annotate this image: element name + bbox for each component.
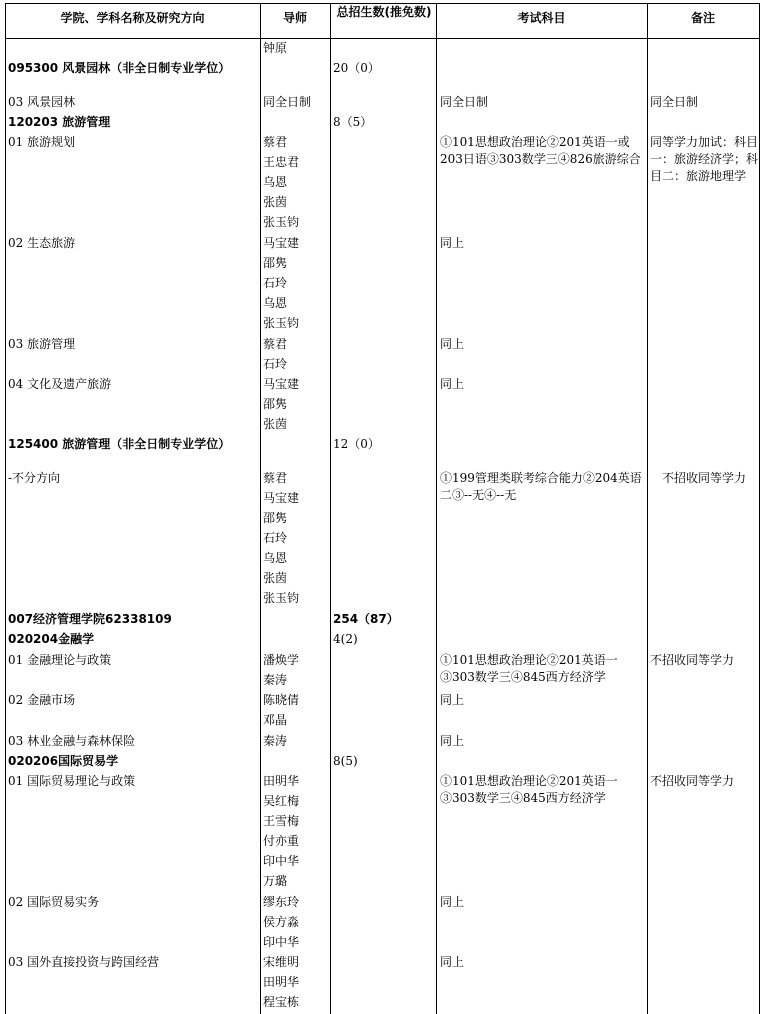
program-name: 03 国外直接投资与跨国经营	[8, 955, 160, 969]
advisor-name: 邵隽	[263, 511, 288, 525]
table-row	[0, 568, 763, 588]
program-name: 03 旅游管理	[8, 337, 76, 351]
table-row	[0, 212, 763, 232]
table-row	[0, 851, 763, 871]
advisor-name: 乌恩	[263, 551, 288, 565]
table-row	[0, 434, 763, 454]
advisor-name: 石玲	[263, 276, 288, 290]
table-row	[0, 831, 763, 851]
remark: 同全日制	[650, 95, 699, 109]
program-name: 01 金融理论与政策	[8, 653, 112, 667]
table-row	[0, 354, 763, 374]
program-name: 04 文化及遗产旅游	[8, 377, 112, 391]
table-row	[0, 972, 763, 992]
program-name: 03 风景园林	[8, 95, 76, 109]
remark: 同等学力加试：科目一：旅游经济学；科目二：旅游地理学	[650, 135, 759, 183]
remark: 不招收同等学力	[650, 653, 735, 667]
advisor-name: 侯方淼	[263, 915, 300, 929]
enrollment-count: 20（0）	[333, 61, 380, 75]
exam-subjects: 同上	[440, 895, 465, 909]
exam-subjects: 同上	[440, 236, 465, 250]
advisor-name: 张茵	[263, 571, 288, 585]
program-name: 125400 旅游管理（非全日制专业学位）	[8, 437, 231, 451]
advisor-name: 田明华	[263, 774, 300, 788]
advisor-name: 田明华	[263, 975, 300, 989]
table-row	[0, 172, 763, 192]
table-row	[0, 152, 763, 172]
advisor-name: 石玲	[263, 531, 288, 545]
advisor-name: 王雪梅	[263, 814, 300, 828]
table-row	[0, 952, 763, 972]
table-row	[0, 629, 763, 649]
advisor-name: 陈晓倩	[263, 693, 300, 707]
program-name: 02 生态旅游	[8, 236, 76, 250]
table-row	[0, 548, 763, 568]
exam-subjects: 同上	[440, 377, 465, 391]
advisor-name: 乌恩	[263, 175, 288, 189]
remark: 不招收同等学力	[661, 471, 746, 485]
table-row	[0, 253, 763, 273]
exam-subjects: ①199管理类联考综合能力②204英语二③--无④--无	[440, 471, 642, 502]
enrollment-count: 12（0）	[333, 437, 380, 451]
advisor-name: 马宝建	[263, 491, 300, 505]
advisor-name: 张茵	[263, 417, 288, 431]
table-row	[0, 58, 763, 78]
header-name: 学院、学科名称及研究方向	[60, 11, 205, 25]
advisor-name: 张玉钧	[263, 316, 300, 330]
advisor-name: 同全日制	[263, 95, 312, 109]
advisor-name: 秦涛	[263, 673, 288, 687]
table-row	[0, 488, 763, 508]
advisor-name: 蔡君	[263, 337, 288, 351]
advisor-name: 石玲	[263, 357, 288, 371]
table-row	[0, 394, 763, 414]
program-name: 01 旅游规划	[8, 135, 76, 149]
program-name: 02 金融市场	[8, 693, 76, 707]
table-row	[0, 313, 763, 333]
table-row	[0, 38, 763, 58]
advisor-name: 缪东玲	[263, 895, 300, 909]
table-row	[0, 710, 763, 730]
table-row	[0, 192, 763, 212]
advisor-name: 蔡君	[263, 135, 288, 149]
exam-subjects: 同上	[440, 693, 465, 707]
program-name: 095300 风景园林（非全日制专业学位）	[8, 61, 231, 75]
advisor-name: 张茵	[263, 195, 288, 209]
enrollment-count: 8(5)	[333, 754, 358, 768]
table-top-border	[5, 3, 759, 4]
enrollment-count: 254（87）	[333, 612, 399, 626]
table-row	[0, 992, 763, 1012]
advisor-name: 马宝建	[263, 377, 300, 391]
table-row	[0, 273, 763, 293]
advisor-name: 付亦重	[263, 834, 300, 848]
advisor-name: 印中华	[263, 935, 300, 949]
table-row	[0, 588, 763, 608]
table-row	[0, 374, 763, 394]
advisor-name: 张玉钧	[263, 591, 300, 605]
exam-subjects: 同上	[440, 734, 465, 748]
table-row	[0, 112, 763, 132]
table-row	[0, 751, 763, 771]
exam-subjects: 同上	[440, 337, 465, 351]
enrollment-count: 8（5）	[333, 115, 373, 129]
table-row	[0, 731, 763, 751]
header-advisor: 导师	[282, 11, 307, 25]
advisor-name: 秦涛	[263, 734, 288, 748]
remark: 不招收同等学力	[650, 774, 735, 788]
program-name: -不分方向	[8, 471, 61, 485]
table-row	[0, 670, 763, 690]
advisor-name: 邵隽	[263, 397, 288, 411]
table-row	[0, 528, 763, 548]
table-row	[0, 892, 763, 912]
table-row	[0, 690, 763, 710]
advisor-name: 邵隽	[263, 256, 288, 270]
advisor-name: 潘焕学	[263, 653, 300, 667]
header-exam: 考试科目	[517, 11, 566, 25]
program-name: 03 林业金融与森林保险	[8, 734, 136, 748]
table-row	[0, 334, 763, 354]
table-row	[0, 912, 763, 932]
exam-subjects: ①101思想政治理论②201英语一③303数学三④845西方经济学	[440, 653, 618, 684]
program-name: 01 国际贸易理论与政策	[8, 774, 136, 788]
advisor-name: 邓晶	[263, 713, 288, 727]
program-name: 020206国际贸易学	[8, 754, 119, 768]
program-name: 007经济管理学院62338109	[8, 612, 172, 626]
table-row	[0, 871, 763, 891]
exam-subjects: 同全日制	[440, 95, 489, 109]
advisor-name: 王忠君	[263, 155, 300, 169]
table-row	[0, 414, 763, 434]
table-row	[0, 293, 763, 313]
exam-subjects: 同上	[440, 955, 465, 969]
table-row	[0, 508, 763, 528]
table-row	[0, 791, 763, 811]
advisor-name: 程宝栋	[263, 995, 300, 1009]
table-row	[0, 932, 763, 952]
enrollment-count: 4(2)	[333, 632, 358, 646]
table-row	[0, 92, 763, 112]
program-name: 02 国际贸易实务	[8, 895, 100, 909]
program-name: 020204金融学	[8, 632, 95, 646]
exam-subjects: ①101思想政治理论②201英语一或203日语③303数学三④826旅游综合	[440, 135, 641, 166]
table-row	[0, 811, 763, 831]
header-total: 总招生数(推免数)	[336, 5, 432, 19]
advisor-name: 宋维明	[263, 955, 300, 969]
advisor-name: 吴红梅	[263, 794, 300, 808]
exam-subjects: ①101思想政治理论②201英语一③303数学三④845西方经济学	[440, 774, 618, 805]
advisor-name: 蔡君	[263, 471, 288, 485]
advisor-name: 乌恩	[263, 296, 288, 310]
table-row	[0, 233, 763, 253]
advisor-name: 马宝建	[263, 236, 300, 250]
advisor-name: 万璐	[263, 874, 288, 888]
table-row	[0, 609, 763, 629]
advisor-name: 张玉钧	[263, 215, 300, 229]
header-note: 备注	[690, 11, 715, 25]
program-name: 120203 旅游管理	[8, 115, 111, 129]
advisor-name: 印中华	[263, 854, 300, 868]
advisor-name: 钟原	[263, 41, 288, 55]
